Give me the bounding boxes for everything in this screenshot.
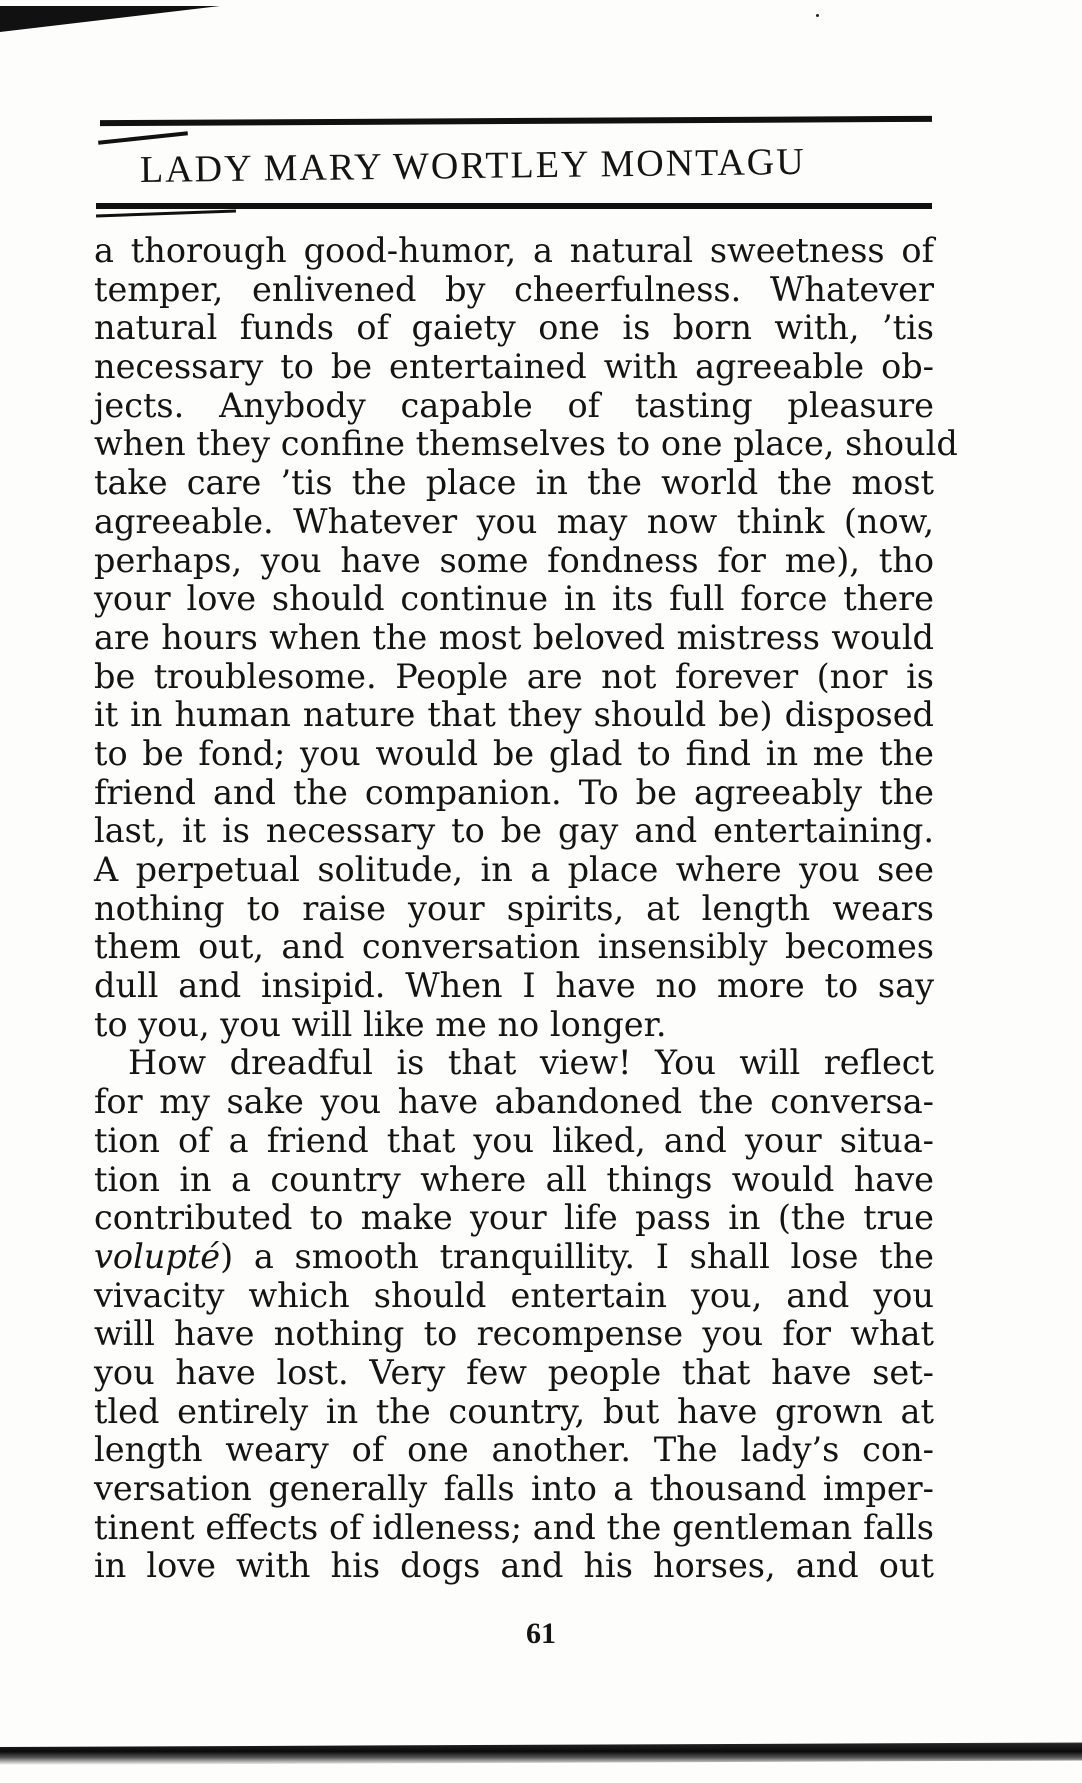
body-line	[94, 1238, 934, 1277]
scan-corner-mark	[0, 6, 220, 32]
body-line: vivacity which should entertain you, and you	[94, 1275, 934, 1315]
body-line: A perpetual solitude, in a place where you see	[94, 850, 934, 889]
body-line: jects. Anybody capable of tasting pleasure	[94, 385, 934, 425]
header-rule-bottom	[96, 203, 932, 209]
body-line: friend and the companion. To be agreeably the	[94, 772, 934, 812]
body-line: temper, enlivened by cheerfulness. Whatever	[94, 269, 934, 309]
body-line: take care ’tis the place in the world the most	[94, 463, 934, 503]
body-line: nothing to raise your spirits, at length wears	[94, 888, 934, 928]
body-text	[94, 231, 958, 1586]
body-line: necessary to be entertained with agreeable ob-	[94, 347, 934, 387]
body-line: length weary of one another. The lady’s con-	[94, 1430, 934, 1470]
running-head-title: LADY MARY WORTLEY MONTAGU	[139, 140, 806, 191]
scan-bottom-edge	[0, 1735, 1082, 1765]
body-line: tinent effects of idleness; and the gentleman falls	[94, 1507, 934, 1547]
body-line: be troublesome. People are not forever (nor is	[94, 656, 934, 696]
body-line: natural funds of gaiety one is born with, ’tis	[94, 308, 934, 348]
page-number: 61	[526, 1617, 556, 1650]
body-line: versation generally falls into a thousand imper-	[94, 1469, 934, 1508]
body-line: How dreadful is that view! You will reflect	[128, 1043, 934, 1083]
body-line: tion in a country where all things would have	[94, 1159, 934, 1199]
body-line: your love should continue in its full force there	[94, 579, 934, 619]
body-line: last, it is necessary to be gay and entertaining.	[94, 811, 934, 851]
body-line: when they confine themselves to one place, should	[94, 424, 958, 464]
body-line: to be fond; you would be glad to find in me the	[94, 733, 934, 773]
body-line: to you, you will like me no longer.	[94, 1004, 667, 1044]
header-rule-bottom-flourish	[96, 210, 236, 218]
italic-term: volupté	[94, 1236, 221, 1276]
body-line: are hours when the most beloved mistress would	[94, 617, 934, 657]
body-line-segment: ) a smooth tranquillity. I shall lose the	[220, 1236, 934, 1276]
body-line: tion of a friend that you liked, and your situa-	[94, 1120, 934, 1160]
body-line: for my sake you have abandoned the conversa-	[94, 1082, 934, 1122]
body-line: tled entirely in the country, but have grown at	[94, 1391, 934, 1431]
body-line: perhaps, you have some fondness for me), tho	[94, 540, 934, 580]
body-line: you have lost. Very few people that have set-	[94, 1352, 934, 1392]
ink-speck	[816, 14, 819, 17]
body-line: will have nothing to recompense you for what	[94, 1314, 934, 1354]
body-line: in love with his dogs and his horses, and out	[94, 1546, 934, 1586]
header-rule-top	[100, 116, 932, 126]
body-line: a thorough good-humor, a natural sweetness of	[94, 231, 934, 270]
body-line: it in human nature that they should be) disposed	[94, 695, 934, 735]
body-line: contributed to make your life pass in (the true	[94, 1198, 934, 1238]
header-rule-top-flourish	[98, 131, 188, 144]
body-line: agreeable. Whatever you may now think (now,	[94, 501, 934, 541]
body-line: them out, and conversation insensibly becomes	[94, 927, 934, 967]
body-line: dull and insipid. When I have no more to say	[94, 966, 934, 1006]
